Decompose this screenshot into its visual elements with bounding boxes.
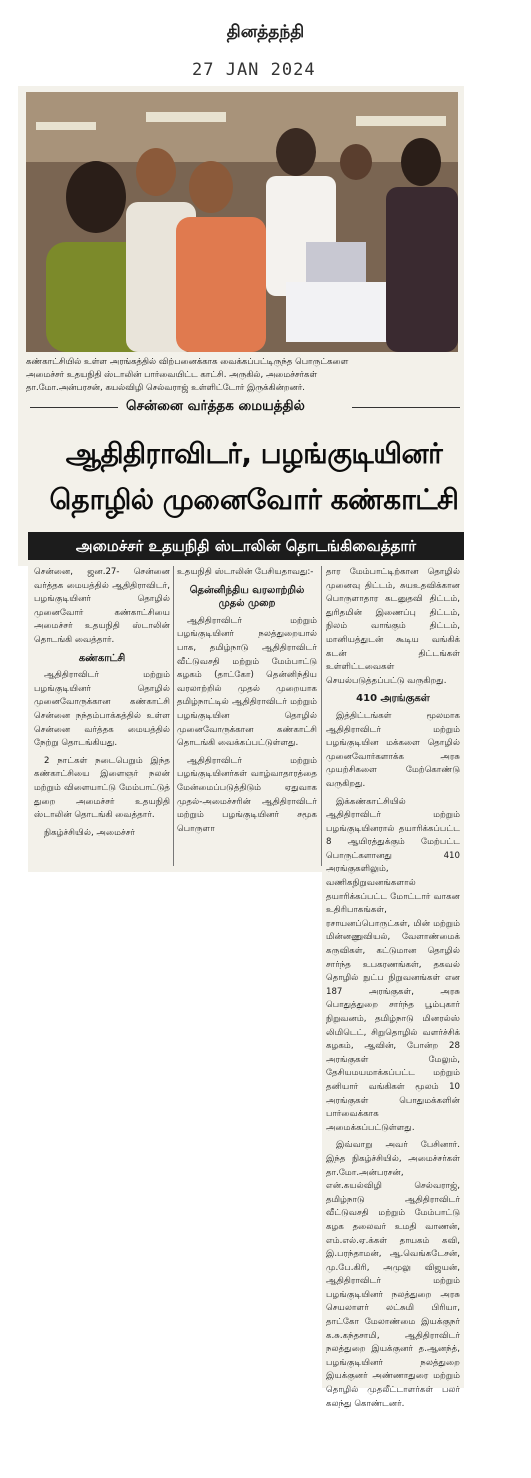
kicker-rule-right xyxy=(352,407,460,408)
photo-caption-line-2: அமைச்சர் உதயநிதி ஸ்டாலின் பார்வையிட்ட காட்சி. அருகில், அமைச்சர்கள் xyxy=(26,370,318,380)
col1-paragraph-3: 2 நாட்கள் நடைபெறும் இந்த கண்காட்சியை இளைஞர் நலன் மற்றும் விளையாட்டு மேம்பாட்டுத் துறை அமைச்சர் உதயநிதி ஸ்டாலின் தொடங்கி வைத்தார். xyxy=(34,755,170,821)
subheadline: அமைச்சர் உதயநிதி ஸ்டாலின் தொடங்கிவைத்தார் xyxy=(28,532,464,560)
col3-subhead: 410 அரங்குகள் xyxy=(356,693,430,705)
col2-paragraph-3: ஆதிதிராவிடர் மற்றும் பழங்குடியினர்கள் வாழ்வாதாரத்தை மேன்மைப்படுத்திடும் ஏதுவாக முதல்-அமைச்சரின் ஆதிதிராவிடர் மற்றும் பழங்குடியினர் சமூக பொருளா xyxy=(177,755,317,834)
col3-paragraph-1: தார மேம்பாட்டிற்கான தொழில் முனைவு திட்டம், சுயஉதவிக்கான பொருளாதார கடனுதவி திட்டம், துரிதமின் இணைப்பு திட்டம், நிலம் வாங்கும் திட்டம், மானியத்துடன் கூடிய வங்கிக் கடன் திட்டங்கள் உள்ளிட்டவைகள் செயல்படுத்தப்பட்டு வருகிறது. xyxy=(326,567,460,686)
kicker-rule-left xyxy=(30,407,118,408)
col2-paragraph-1: உதயநிதி ஸ்டாலின் பேசியதாவது:- xyxy=(177,567,314,577)
column-divider-2 xyxy=(321,566,322,866)
article-column-3 xyxy=(326,566,460,1415)
col3-paragraph-3: இக்கண்காட்சியில் ஆதிதிராவிடர் மற்றும் பழங்குடியினரால் தயாரிக்கப்பட்ட 8 ஆயிரத்துக்கும் மேற்பட்ட பொருட்களானது 410 அரங்குகளிலும், வணிகநிறுவனங்களால் தயாரிக்கப்பட்ட மோட்டார் வாகன உதிரிபாகங்கள், ரசாயனப்பொருட்கள், மின் மற்றும் மின்னணுவியல், வேளாண்மைக் கருவிகள், கட்டுமான தொழில் சார்ந்த உபகரணங்கள், தகவல் தொழில் நுட்ப நிறுவனங்கள் என 187 அரங்குகள், அரசு பொதுத்துறை சார்ந்த பூம்புகார் நிறுவனம், தமிழ்நாடு மினரல்ஸ் லிமிடெட், சிறுதொழில் வளர்ச்சிக் கழகம், ஆவின், போன்ற 28 அரங்குகள் மேலும், தேசியமயமாக்கப்பட்ட மற்றும் தனியார் வங்கிகள் மூலம் 10 அரங்குகள் பொதுமக்களின் பார்வைக்காக அமைக்கப்பட்டுள்ளது. xyxy=(326,796,460,1133)
col1-paragraph-2: ஆதிதிராவிடர் மற்றும் பழங்குடியினர் தொழில் முனைவோருக்கான கண்காட்சி சென்னை நந்தம்பாக்கத்தில் உள்ள சென்னை வர்த்தக மையத்தில் நேற்று தொடங்கியது. xyxy=(34,670,170,749)
photo-caption-line-1: கண்காட்சியில் உள்ள அரங்கத்தில் விற்பனைக்காக வைக்கப்பட்டிருந்த பொருட்களை xyxy=(26,357,349,367)
headline-line-1: ஆதிதிராவிடர், பழங்குடியினர் xyxy=(65,437,443,470)
col2-paragraph-2: ஆதிதிராவிடர் மற்றும் பழங்குடியினர் நலத்துறையால் பாக, தமிழ்நாடு ஆதிதிராவிடர் வீட்டுவசதி மற்றும் மேம்பாட்டு கழகம் (தாட்கோ) தென்னிந்திய வரலாற்றில் முதல் முறையாக தமிழ்நாட்டில் ஆதிதிராவிடர் மற்றும் பழங்குடியின தொழில் முனைவோருக்கான கண்காட்சி தொடங்கி வைக்கப்பட்டுள்ளது. xyxy=(177,615,317,749)
col3-paragraph-2: இத்திட்டங்கள் மூலமாக ஆதிதிராவிடர் மற்றும் பழங்குடியின மக்களை தொழில் முனைவோர்களாக்க அரசு முயற்சிகளை மேற்கொண்டு வருகிறது. xyxy=(326,710,460,789)
column-divider-1 xyxy=(173,566,174,866)
col3-paragraph-4: இவ்வாறு அவர் பேசினார். இந்த நிகழ்ச்சியில், அமைச்சர்கள் தா.மோ.அன்பரசன், என்.கயல்விழி செல்வராஜ், தமிழ்நாடு ஆதிதிராவிடர் வீட்டுவசதி மற்றும் மேம்பாட்டு கழக தலைவர் உமதி வாணன், எம்.எல்.ஏ.க்கள் தாயகம் கவி, இ.பரந்தாமன், ஆ.வெங்கடேசன், மு.பே.கிரி, அமுலு விஜயன், ஆதிதிராவிடர் மற்றும் பழங்குடியினர் நலத்துறை அரசு செயலாளர் லட்சுமி பிரியா, தாட்கோ மேலாண்மை இயக்குநர் க.சு.கந்தசாமி, ஆதிதிராவிடர் நலத்துறை இயக்குனர் த.ஆனந்த், பழங்குடியினர் நலத்துறை இயக்குனர் அண்ணாதுரை மற்றும் தொழில் முதலீட்டாளர்கள் பலர் கலந்து கொண்டனர். xyxy=(326,1140,460,1409)
news-photo-illustration xyxy=(26,92,458,352)
article-column-2 xyxy=(177,566,317,840)
photo-caption-line-3: தா.மோ.அன்பரசன், கயல்விழி செல்வராஜ் உள்ளிட்டோர் இருக்கின்றனர். xyxy=(26,383,305,393)
col1-subhead: கண்காட்சி xyxy=(78,652,126,664)
kicker: சென்னை வர்த்தக மையத்தில் xyxy=(126,398,305,414)
col1-paragraph-4: நிகழ்ச்சியில், அமைச்சர் xyxy=(44,827,136,838)
article-column-1 xyxy=(34,566,170,844)
headline-line-2: தொழில் முனைவோர் கண்காட்சி xyxy=(49,483,459,516)
news-photo xyxy=(26,92,458,352)
col1-paragraph-1: சென்னை, ஜன.27- சென்னை வர்த்தக மையத்தில் ஆதிதிராவிடர், பழங்குடியினர் தொழில் முனைவோர் கண்காட்சியை அமைச்சர் உதயநிதி ஸ்டாலின் தொடங்கி வைத்தார். xyxy=(34,567,170,645)
col2-subhead: தென்னிந்திய வரலாற்றில் முதல் முறை xyxy=(189,584,305,610)
date-stamp: 27 JAN 2024 xyxy=(192,60,316,80)
newspaper-masthead: தினத்தந்தி xyxy=(226,22,305,42)
